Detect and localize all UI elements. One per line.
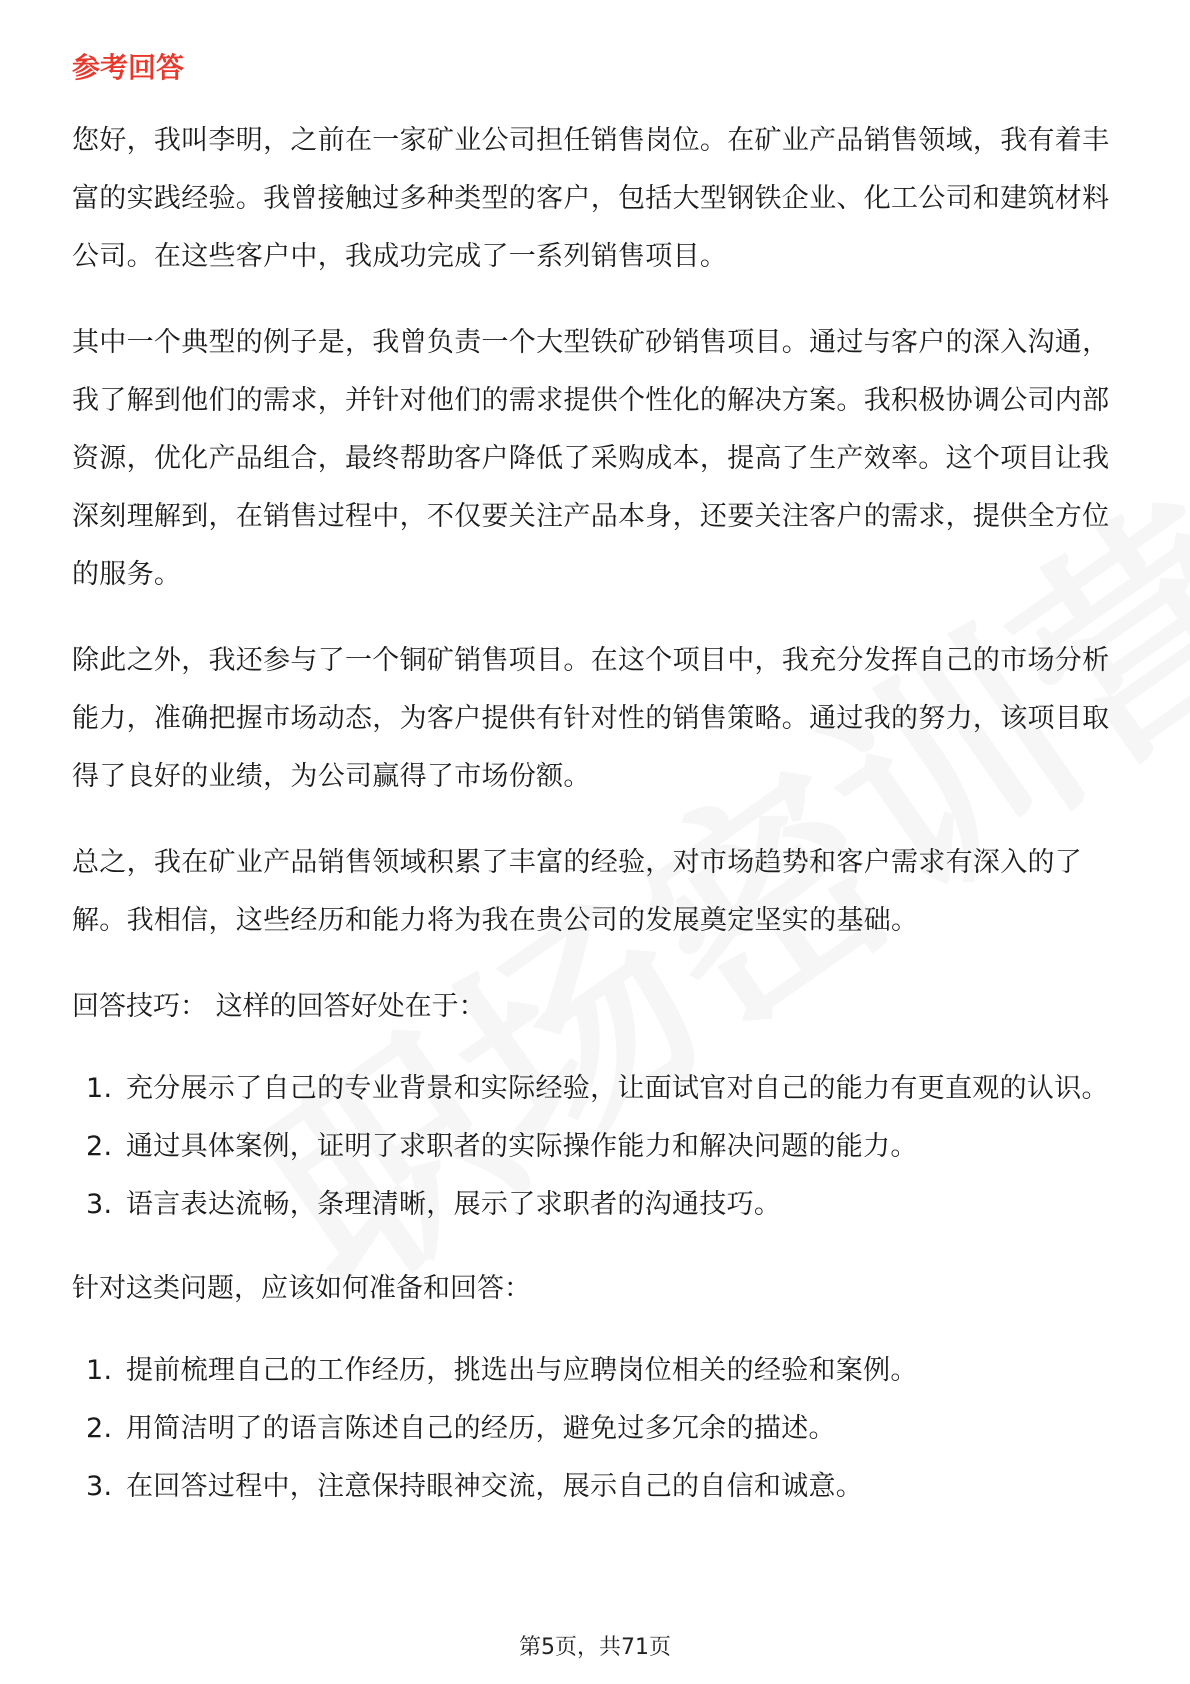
tips-list xyxy=(72,1060,1120,1234)
list-item: 2. 通过具体案例，证明了求职者的实际操作能力和解决问题的能力。 xyxy=(86,1131,918,1162)
page-number: 第5页，共71页 xyxy=(519,1635,671,1660)
list-item: 1. 充分展示了自己的专业背景和实际经验，让面试官对自己的能力有更直观的认识。 xyxy=(86,1073,1109,1104)
paragraph-3: 除此之外，我还参与了一个铜矿销售项目。在这个项目中，我充分发挥自己的市场分析能力，准确把握市场动态，为客户提供有针对性的销售策略。通过我的努力，该项目取得了良好的业绩，为公司赢得了市场份额。 xyxy=(72,645,1110,792)
list-item: 3. 在回答过程中，注意保持眼神交流，展示自己的自信和诚意。 xyxy=(86,1471,864,1502)
paragraph-4: 总之，我在矿业产品销售领域积累了丰富的经验，对市场趋势和客户需求有深入的了解。我相信，这些经历和能力将为我在贵公司的发展奠定坚实的基础。 xyxy=(72,847,1083,936)
list-item: 1. 提前梳理自己的工作经历，挑选出与应聘岗位相关的经验和案例。 xyxy=(86,1355,918,1386)
list-item: 2. 用简洁明了的语言陈述自己的经历，避免过多冗余的描述。 xyxy=(86,1413,836,1444)
tips-label: 回答技巧： 这样的回答好处在于： xyxy=(72,991,486,1022)
prep-list xyxy=(72,1342,1120,1516)
prep-label: 针对这类问题，应该如何准备和回答： xyxy=(72,1273,531,1304)
document-page xyxy=(72,48,1120,1542)
list-item: 3. 语言表达流畅，条理清晰，展示了求职者的沟通技巧。 xyxy=(86,1189,782,1220)
paragraph-1: 您好，我叫李明，之前在一家矿业公司担任销售岗位。在矿业产品销售领域，我有着丰富的实践经验。我曾接触过多种类型的客户，包括大型钢铁企业、化工公司和建筑材料公司。在这些客户中，我成功完成了一系列销售项目。 xyxy=(72,125,1110,272)
section-title: 参考回答 xyxy=(72,51,185,84)
paragraph-2: 其中一个典型的例子是，我曾负责一个大型铁矿砂销售项目。通过与客户的深入沟通，我了解到他们的需求，并针对他们的需求提供个性化的解决方案。我积极协调公司内部资源，优化产品组合，最终帮助客户降低了采购成本，提高了生产效率。这个项目让我深刻理解到，在销售过程中，不仅要关注产品本身，还要关注客户的需求，提供全方位的服务。 xyxy=(72,327,1110,590)
